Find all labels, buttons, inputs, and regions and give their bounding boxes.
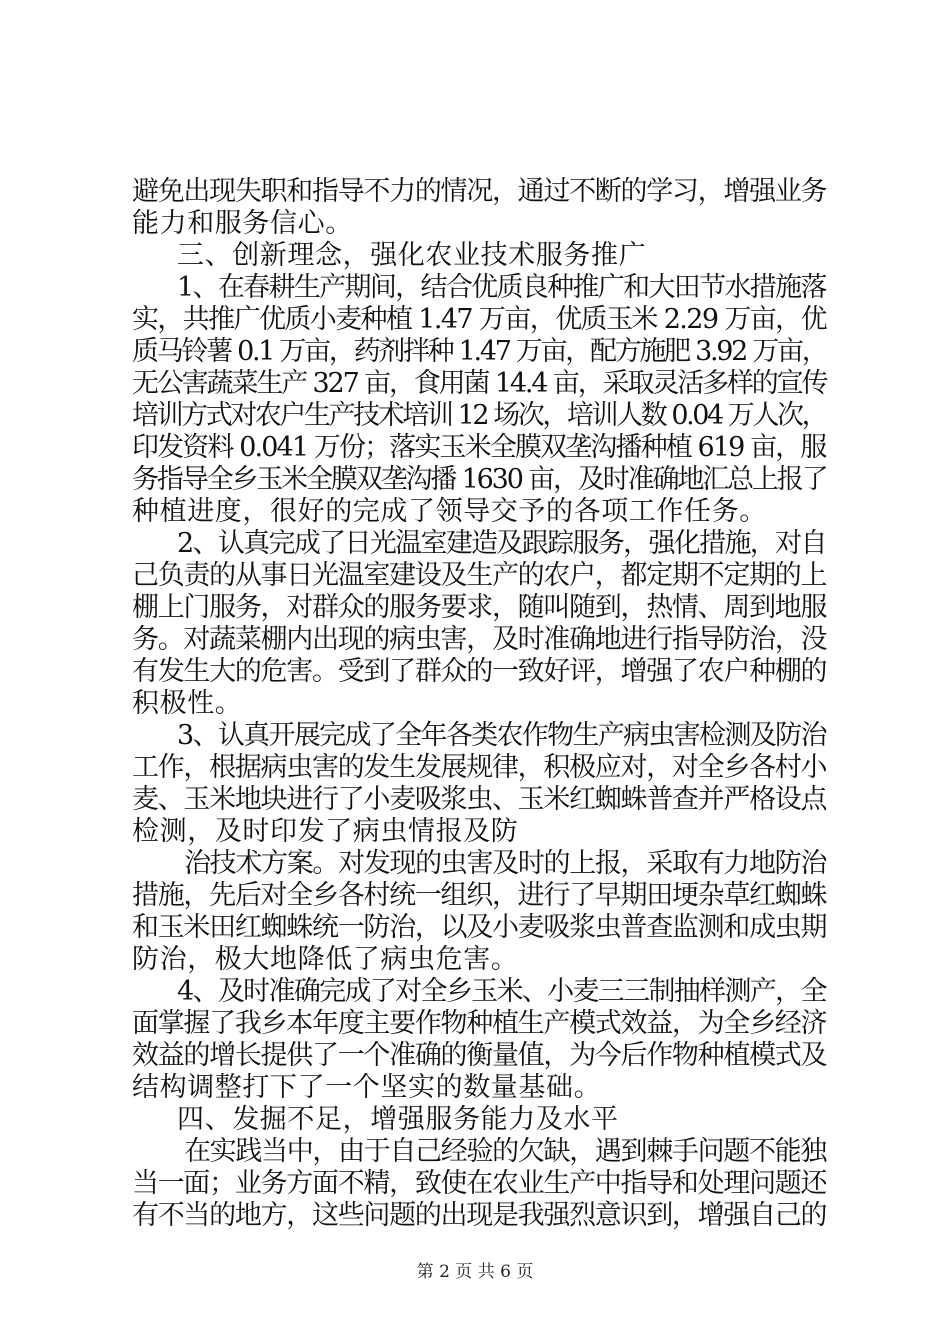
text-line: 2、认真完成了日光温室建造及跟踪服务，强化措施，对自 [177, 528, 826, 559]
text-line: 治技术方案。对发现的虫害及时的上报，采取有力地防治 [184, 848, 826, 879]
section-heading: 三、创新理念，强化农业技术服务推广 [177, 240, 647, 271]
text-line: 当一面；业务方面不精，致使在农业生产中指导和处理问题还 [132, 1168, 827, 1199]
text-line: 务指导全乡玉米全膜双垄沟播 1630 亩，及时准确地汇总上报了 [132, 464, 827, 495]
text-line: 在实践当中，由于自己经验的欠缺，遇到棘手问题不能独 [184, 1136, 826, 1167]
text-line: 面掌握了我乡本年度主要作物种植生产模式效益，为全乡经济 [132, 1008, 827, 1039]
page-number-footer: 第 2 页 共 6 页 [416, 1262, 534, 1282]
text-line: 结构调整打下了一个坚实的数量基础。 [132, 1072, 602, 1103]
text-line: 4、及时准确完成了对全乡玉米、小麦三三制抽样测产，全 [177, 976, 826, 1007]
text-line: 己负责的从事日光温室建设及生产的农户，都定期不定期的上 [132, 560, 827, 591]
text-line: 工作，根据病虫害的发生发展规律，积极应对，对全乡各村小 [132, 752, 827, 783]
text-line: 培训方式对农户生产技术培训 12 场次，培训人数 0.04 万人次， [132, 400, 827, 431]
text-line: 和玉米田红蜘蛛统一防治，以及小麦吸浆虫普查监测和成虫期 [132, 912, 827, 943]
text-line: 积极性。 [132, 688, 243, 719]
text-line: 能力和服务信心。 [132, 208, 353, 239]
text-line: 务。对蔬菜棚内出现的病虫害，及时准确地进行指导防治，没 [132, 624, 827, 655]
section-heading: 四、发掘不足，增强服务能力及水平 [177, 1104, 619, 1135]
text-line: 避免出现失职和指导不力的情况，通过不断的学习，增强业务 [132, 176, 827, 207]
text-line: 防治，极大地降低了病虫危害。 [132, 944, 519, 975]
text-line: 措施，先后对全乡各村统一组织，进行了早期田埂杂草红蜘蛛 [132, 880, 827, 911]
text-line: 种植进度，很好的完成了领导交予的各项工作任务。 [132, 496, 767, 527]
text-line: 实，共推广优质小麦种植 1.47 万亩，优质玉米 2.29 万亩，优 [132, 304, 826, 335]
text-line: 1、在春耕生产期间，结合优质良种推广和大田节水措施落 [177, 272, 826, 303]
text-line: 有不当的地方，这些问题的出现是我强烈意识到，增强自己的 [132, 1200, 827, 1231]
text-line: 效益的增长提供了一个准确的衡量值，为今后作物种植模式及 [132, 1040, 827, 1071]
text-line: 有发生大的危害。受到了群众的一致好评，增强了农户种棚的 [132, 656, 827, 687]
text-line: 检测，及时印发了病虫情报及防 [132, 816, 519, 847]
text-line: 印发资料 0.041 万份；落实玉米全膜双垄沟播种植 619 亩，服 [132, 432, 826, 463]
text-line: 无公害蔬菜生产 327 亩，食用菌 14.4 亩，采取灵活多样的宣传 [132, 368, 827, 399]
text-line: 棚上门服务，对群众的服务要求，随叫随到，热情、周到地服 [132, 592, 827, 623]
text-line: 质马铃薯 0.1 万亩，药剂拌种 1.47 万亩，配方施肥 3.92 万亩， [132, 336, 827, 367]
text-line: 3、认真开展完成了全年各类农作物生产病虫害检测及防治 [177, 720, 826, 751]
text-line: 麦、玉米地块进行了小麦吸浆虫、玉米红蜘蛛普查并严格设点 [132, 784, 827, 815]
